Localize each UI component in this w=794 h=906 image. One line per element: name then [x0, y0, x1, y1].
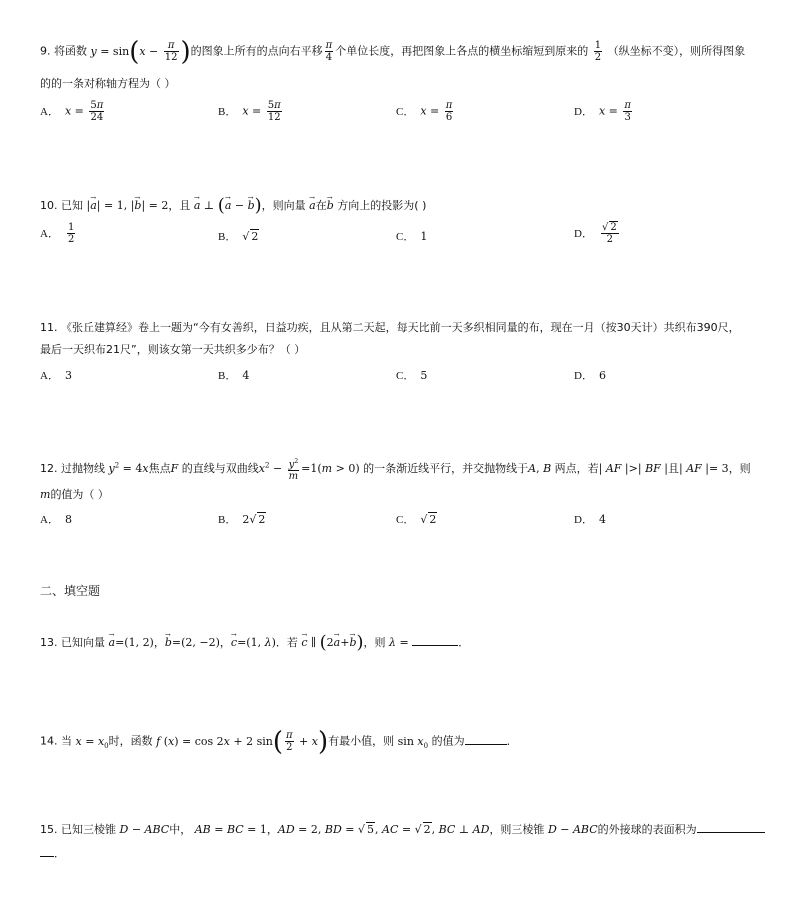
q15-answer-blank[interactable] — [697, 832, 765, 833]
q12-line2: m的值为（ ） — [40, 488, 109, 501]
q10-option-b[interactable]: B． √ 2 — [218, 230, 259, 243]
q9-line2: 的的一条对称轴方程为（ ） — [40, 77, 176, 90]
q13-vectors: → a=(1, 2)，→ b=(2, −2)，→ c=(1, λ) — [109, 636, 276, 649]
question-13: 13. 已知向量 → a=(1, 2)，→ b=(2, −2)，→ c=(1, λ)．若 → c ∥ (2→ a+→ b)，则 λ = ． — [40, 633, 469, 653]
q12-option-d[interactable]: D． 4 — [574, 513, 606, 526]
q15-number: 15. — [40, 823, 61, 836]
q12-parabola: $y^2 = 4x$ — [108, 461, 149, 476]
q14-answer-blank[interactable] — [465, 744, 507, 745]
q9-option-d[interactable]: D． x = $\frac{\pi}{3}$ — [574, 100, 631, 123]
q9-function: y = sin(x − $\frac{\pi}{12}$ ) — [90, 36, 191, 67]
q10-option-c[interactable]: C． 1 — [396, 230, 428, 243]
q11-option-c[interactable]: C． 5 — [396, 369, 428, 382]
q12-option-c[interactable]: C． √ 2 — [396, 513, 437, 526]
q12-option-a[interactable]: A． 8 — [40, 513, 72, 526]
q15-line2: ． — [40, 846, 65, 862]
q11-line2: 最后一天织布21尺”，则该女第一天共织多少布？（ ） — [40, 343, 306, 356]
q12-number: 12. — [40, 462, 61, 476]
q11-option-b[interactable]: B． 4 — [218, 369, 250, 382]
q14-x0: $x = x_0$ — [75, 734, 109, 750]
q11-option-d[interactable]: D． 6 — [574, 369, 606, 382]
q11-option-a[interactable]: A． 3 — [40, 369, 72, 382]
q9-shift: $\frac{\pi}{4}$ — [325, 40, 333, 63]
q14-number: 14. — [40, 734, 61, 748]
q13-number: 13. — [40, 636, 61, 649]
q15-conditions: AB = BC = 1，AD = 2, BD = √ 5, AC = √ 2, BC ⊥ AD — [194, 823, 490, 836]
question-11: 11. 《张丘建算经》卷上一题为“今有女善织，日益功疾，且从第二天起，每天比前一天多织相同量的布，现在一月（按30天计）共织布390尺， — [40, 321, 740, 334]
q9-option-b[interactable]: B． x = $\frac{5\pi}{12}$ — [218, 100, 281, 123]
q13-condition: → c ∥ (2→ a+→ b) — [301, 636, 363, 649]
q9-number: 9. — [40, 44, 54, 58]
q9-option-c[interactable]: C． x = $\frac{\pi}{6}$ — [396, 100, 453, 123]
question-12: 12. 过抛物线 $y^2 = 4x$焦点F 的直线与双曲线$x^2$ − $\frac{y^2}{m}$ =1(m > 0) 的一条渐近线平行，并交抛物线于A, B 两点，若| AF |>| BF |且| AF |= 3，则 — [40, 458, 751, 483]
question-14: 14. 当 $x = x_0$时，函数 f (x) = cos 2x + 2 sin( $\frac{\pi}{2}$ + x)有最小值，则 $\sin x_0$ 的值为 ． — [40, 726, 518, 757]
question-15: 15. 已知三棱锥 D − ABC中， AB = BC = 1，AD = 2, BD = √ 5, AC = √ 2, BC ⊥ AD，则三棱锥 D − ABC的外接球的表面积为 — [40, 822, 765, 838]
q12-hyperbola: $x^2$ − $\frac{y^2}{m}$ =1(m > 0) — [258, 458, 360, 483]
q10-option-d[interactable]: D． $\frac{√ 2}{2}$ — [574, 222, 617, 245]
question-10: 10. 已知 |→ a| = 1, |→ b| = 2，且 → a ⊥ (→ a − → b)，则向量 → a在→ b 方向上的投影为( ) — [40, 196, 426, 216]
q9-scale: $\frac{1}{2}$ — [594, 40, 602, 63]
q13-answer-blank[interactable] — [412, 645, 458, 646]
q10-condition: → a ⊥ (→ a − → b) — [194, 199, 262, 212]
q10-given: |→ a| = 1, |→ b| = 2 — [87, 199, 169, 212]
q14-function: f (x) = cos 2x + 2 sin( $\frac{\pi}{2}$ + x) — [156, 726, 329, 757]
q12-option-b[interactable]: B． 2√ 2 — [218, 513, 266, 526]
q10-number: 10. — [40, 199, 61, 212]
question-9: 9. 将函数 y = sin(x − $\frac{\pi}{12}$ )的图象上所有的点向右平移 $\frac{\pi}{4}$ 个单位长度，再把图象上各点的横坐标缩短到原来的 $\frac{1}{2}$ （纵坐标不变），则所得图象 — [40, 36, 746, 67]
q10-option-a[interactable]: A． $\frac{1}{2}$ — [40, 222, 75, 245]
section-heading: 二、填空题 — [40, 584, 101, 598]
q9-option-a[interactable]: A． x = $\frac{5\pi}{24}$ — [40, 100, 104, 123]
